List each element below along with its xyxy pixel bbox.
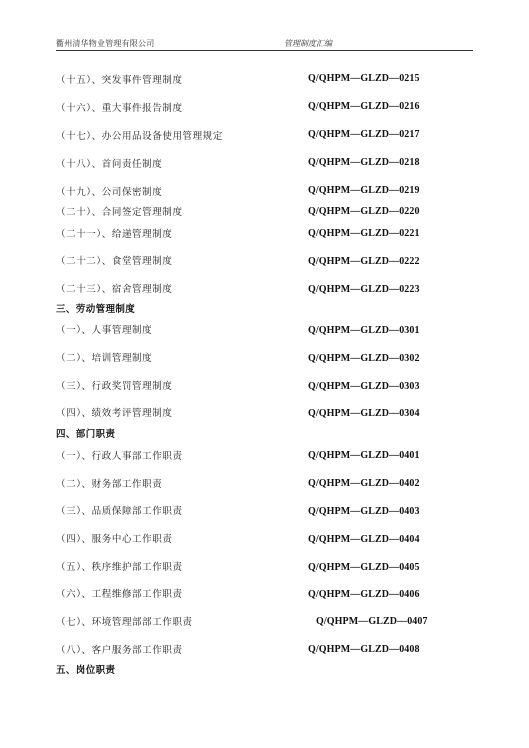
list-item-title: （六）、工程维修部工作职责 (56, 589, 183, 600)
list-item-title: （二）、培训管理制度 (56, 353, 153, 364)
list-item-code: Q/QHPM—GLZD—0407 (316, 616, 428, 627)
list-item-title: （一）、人事管理制度 (56, 325, 153, 336)
company-name: 衢州清华物业管理有限公司 (56, 39, 155, 48)
list-item-code: Q/QHPM—GLZD—0302 (308, 353, 420, 364)
list-item-title: （十八）、首问责任制度 (56, 159, 163, 170)
list-item-title: （二十二）、食堂管理制度 (56, 256, 173, 267)
list-item-code: Q/QHPM—GLZD—0405 (308, 562, 420, 573)
section-heading: 五、岗位职责 (56, 665, 116, 676)
list-item-code: Q/QHPM—GLZD—0403 (308, 506, 420, 517)
section-heading: 三、劳动管理制度 (56, 304, 136, 315)
list-item-code: Q/QHPM—GLZD—0219 (308, 185, 420, 196)
list-item-title: （十九）、公司保密制度 (56, 187, 163, 198)
list-item-title: （四）、绩效考评管理制度 (56, 408, 173, 419)
list-item-title: （二十一）、给递管理制度 (56, 229, 173, 240)
list-item-code: Q/QHPM—GLZD—0401 (308, 450, 420, 461)
list-item-code: Q/QHPM—GLZD—0215 (308, 73, 420, 84)
list-item-code: Q/QHPM—GLZD—0218 (308, 157, 420, 168)
list-item-title: （二十）、合同签定管理制度 (56, 207, 183, 218)
list-item-title: （二十三）、宿舍管理制度 (56, 284, 173, 295)
section-heading: 四、部门职责 (56, 429, 116, 440)
list-item-code: Q/QHPM—GLZD—0223 (308, 284, 420, 295)
list-item-title: （七）、环境管理部部工作职责 (56, 617, 193, 628)
list-item-title: （八）、客户服务部工作职责 (56, 645, 183, 656)
list-item-title: （十六）、重大事件报告制度 (56, 103, 183, 114)
list-item-title: （十五）、突发事件管理制度 (56, 75, 183, 86)
list-item-code: Q/QHPM—GLZD—0216 (308, 101, 420, 112)
list-item-title: （一）、行政人事部工作职责 (56, 451, 183, 462)
list-item-code: Q/QHPM—GLZD—0404 (308, 534, 420, 545)
list-item-code: Q/QHPM—GLZD—0304 (308, 408, 420, 419)
list-item-code: Q/QHPM—GLZD—0222 (308, 256, 420, 267)
list-item-title: （三）、行政奖罚管理制度 (56, 381, 173, 392)
list-item-code: Q/QHPM—GLZD—0221 (308, 228, 420, 239)
document-title: 管理制度汇编 (284, 39, 332, 48)
list-item-title: （十七）、办公用品设备使用管理规定 (56, 131, 223, 142)
list-item-code: Q/QHPM—GLZD—0301 (308, 325, 420, 336)
list-item-code: Q/QHPM—GLZD—0220 (308, 206, 420, 217)
list-item-title: （五）、秩序维护部工作职责 (56, 562, 183, 573)
list-item-code: Q/QHPM—GLZD—0408 (308, 644, 420, 655)
list-item-code: Q/QHPM—GLZD—0303 (308, 381, 420, 392)
list-item-code: Q/QHPM—GLZD—0402 (308, 478, 420, 489)
list-item-title: （二）、财务部工作职责 (56, 479, 163, 490)
list-item-code: Q/QHPM—GLZD—0406 (308, 589, 420, 600)
list-item-code: Q/QHPM—GLZD—0217 (308, 129, 420, 140)
list-item-title: （四）、服务中心工作职责 (56, 534, 173, 545)
list-item-title: （三）、品质保障部工作职责 (56, 506, 183, 517)
